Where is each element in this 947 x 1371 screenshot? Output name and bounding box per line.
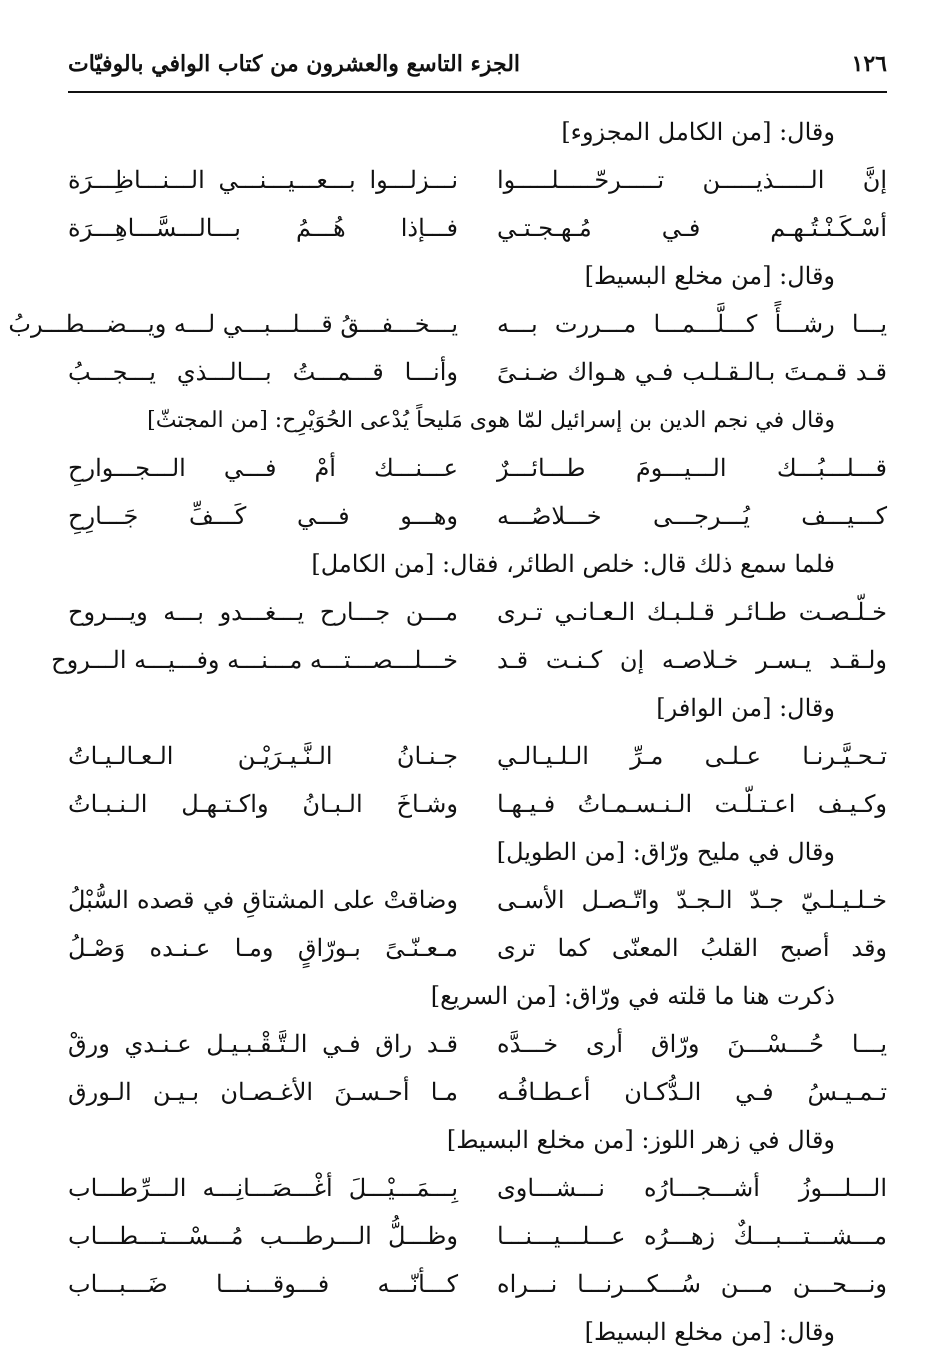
second-hemistich: يـــخـــفـــقُ قـــلـــبـــي لـــه ويـــضـــطـــربُ xyxy=(8,310,458,338)
first-hemistich: وقد أصبح القلبُ المعنّى كما ترى xyxy=(497,934,887,962)
first-hemistich: مـــشـــتـــبـــكٌ زهـــرُه عـــلـــيـــنـــا xyxy=(497,1222,887,1250)
second-hemistich: بِـــمَـــيْـــلَ أغْـــصَـــانِـــه الـــرِّطـــاب xyxy=(68,1174,458,1202)
first-hemistich: الـــلـــوزُ أشـــجـــارُه نـــشـــاوى xyxy=(497,1174,887,1202)
verse-line xyxy=(68,1020,887,1068)
verse-line xyxy=(68,1212,887,1260)
poem-intro: وقال في مليح ورّاق: [من الطويل] xyxy=(496,838,835,866)
poem-intro: وقال: [من الوافر] xyxy=(656,694,835,722)
first-hemistich: يـــا رشـــأً كـــلَّـــمـــا مـــررت بـــه xyxy=(497,310,887,338)
poem-intro: وقال: [من مخلع البسيط] xyxy=(584,1318,835,1346)
second-hemistich: مـعـنّـىً بـورّاقٍ ومـا عـنـده وَصْـلُ xyxy=(68,934,458,962)
first-hemistich: تـمـيـسُ فـي الـدُّكـان أعـطـافُـه xyxy=(497,1078,887,1106)
first-hemistich: إنَّ الـــــذيـــــن تـــــرحّـــــلـــــوا xyxy=(497,166,887,194)
verse-line xyxy=(68,1260,887,1308)
verse-line xyxy=(68,204,887,252)
verse-line xyxy=(68,924,887,972)
verse-line xyxy=(68,780,887,828)
verse-line xyxy=(68,876,887,924)
verse-line xyxy=(68,1164,887,1212)
first-hemistich: ونـــحـــن مـــن سُـــكـــرنـــا نـــراه xyxy=(497,1270,887,1298)
poem-intro: وقال: [من الكامل المجزوء] xyxy=(561,118,835,146)
first-hemistich: تـحـيَّـرنـا عـلـى مـرِّ الـلـيـالـي xyxy=(497,742,887,770)
second-hemistich: وضاقتْ على المشتاقِ في قصده السُّبْلُ xyxy=(68,886,458,914)
second-hemistich: عـــنـــك أمْ فـــي الـــجـــوارحِ xyxy=(68,454,458,482)
verse-line xyxy=(68,732,887,780)
second-hemistich: قـد راق فـي الـتَّـقْـبـيـل عـنـدي ورقْ xyxy=(68,1030,458,1058)
verse-line xyxy=(68,1068,887,1116)
poem-intro: ذكرت هنا ما قلته في ورّاق: [من السريع] xyxy=(430,982,835,1010)
verse-line xyxy=(51,636,887,684)
poem-intro: وقال في زهر اللوز: [من مخلع البسيط] xyxy=(446,1126,835,1154)
first-hemistich: قـد قـمـتَ بـالـقـلـب فـي هـواك ضـنـىً xyxy=(497,358,887,386)
verse-line xyxy=(68,588,887,636)
verse-line xyxy=(8,300,887,348)
second-hemistich: خـــلـــصـــتـــه مـــنـــه وفـــيـــه الـــروح xyxy=(51,646,458,674)
poem-intro: فلما سمع ذلك قال: خلص الطائر، فقال: [من الكامل] xyxy=(311,550,835,578)
verse-line xyxy=(68,492,887,540)
second-hemistich: وهـــو فـــي كَـــفِّ جَـــارِحِ xyxy=(68,502,458,530)
second-hemistich: كـــأنّـــه فـــوقـــنـــا ضَـــبـــاب xyxy=(68,1270,458,1298)
second-hemistich: وأنـــا قـــمـــتُ بـــالـــذي يـــجـــبُ xyxy=(68,358,458,386)
second-hemistich: مـا أحـسـنَ الأغـصـان بـيـن الـورق xyxy=(68,1078,458,1106)
second-hemistich: فـــإذا هُـــمُ بـــالـــسَّـــاهِـــرَة xyxy=(68,214,458,242)
first-hemistich: أسْـكَـنْـتُـهـم فـي مُـهـجـتـي xyxy=(497,214,887,242)
verse-line xyxy=(68,156,887,204)
poem-body xyxy=(8,108,887,1356)
second-hemistich: مـــن جـــارح يـــغـــدو بـــه ويـــروح xyxy=(68,598,458,626)
first-hemistich: كـــيـــف يُـــرجـــى خـــلاصُـــه xyxy=(497,502,887,530)
first-hemistich: وكـيـف اعـتـلّـت الـنـسـمـاتُ فـيـهـا xyxy=(497,790,887,818)
second-hemistich: وظـــلُّ الـــرطـــب مُـــسْـــتـــطـــاب xyxy=(68,1222,458,1250)
second-hemistich: جـنـانُ الـنَّـيـرَيْـن الـعـالـيـاتُ xyxy=(68,742,458,770)
page-number: ١٢٦ xyxy=(851,51,887,77)
first-hemistich: ولـقـد يـسـر خـلاصـه إن كـنـت قـد xyxy=(497,646,887,674)
first-hemistich: خـلّـصـت طـائـر قـلـبـك الـعـانـي تـرى xyxy=(497,598,887,626)
page-header xyxy=(68,44,887,84)
running-title: الجزء التاسع والعشرون من كتاب الوافي بالوفيّات xyxy=(68,51,521,77)
second-hemistich: نـــزلـــوا بـــعـــيـــنـــي الـــنـــاظِـــرَة xyxy=(68,166,458,194)
verse-line xyxy=(68,444,887,492)
poem-intro: وقال: [من مخلع البسيط] xyxy=(584,262,835,290)
first-hemistich: يـــا حُـــسْـــنَ ورّاق أرى خـــدَّه xyxy=(497,1030,887,1058)
first-hemistich: قـــلـــبُـــك الـــيـــومَ طـــائـــرٌ xyxy=(497,454,887,482)
verse-line xyxy=(68,348,887,396)
poem-intro: وقال في نجم الدين بن إسرائيل لمّا هوى مَليحاً يُدْعى الحُوَيْرِح: [من المجتثّ] xyxy=(147,407,835,433)
header-rule xyxy=(68,91,887,93)
second-hemistich: وشـاخَ الـبـانُ واكـتـهـل الـنـبـاتُ xyxy=(68,790,458,818)
first-hemistich: خـلـيـلـيّ جـدّ الـجـدّ واتّـصـل الأسـى xyxy=(497,886,887,914)
